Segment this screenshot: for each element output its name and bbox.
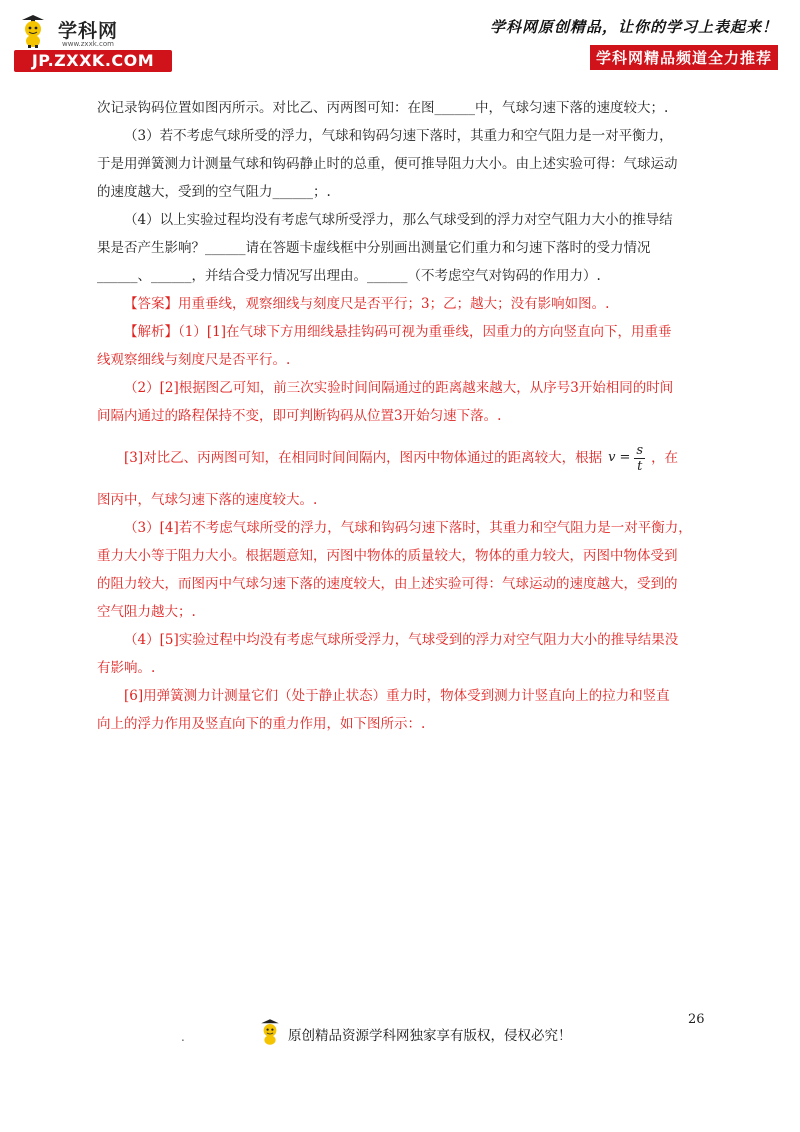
velocity-formula: v = $\frac{s}{t}$ [608,442,644,474]
text-line: 果是否产生影响？______请在答题卡虚线框中分别画出测量它们重力和匀速下落时的受力情况 [97,240,651,256]
text-line: 有影响。. [97,660,156,676]
analysis-text-a [97,346,701,430]
mascot-icon [258,1018,282,1046]
header-slogan: 学科网原创精品，让你的学习上表起来！ [489,18,778,36]
answer-text: 用重垂线，观察细线与刻度尺是否平行；3；乙；越大；没有影响如图。. [178,296,610,312]
formula-lhs: v [608,450,616,465]
text-line: 重力大小等于阻力大小。根据题意知，丙图中物体的质量较大，物体的重力较大，丙图中物体受到 [97,548,678,564]
text-line: （2）[2]根据图乙可知，前三次实验时间间隔通过的距离越来越大，从序号3开始相同的时间 [124,380,674,396]
text-line: [6]用弹簧测力计测量它们（处于静止状态）重力时，物体受到测力计竖直向上的拉力和竖直 [124,688,670,704]
analysis-text-b [97,486,701,738]
logo-url: www.zxxk.com [62,40,114,48]
logo-top [18,14,168,48]
analysis-first-line [97,318,701,346]
analysis-first-text: （1）[1]在气球下方用细线悬挂钩码可视为重垂线，因重力的方向竖直向下，用重垂 [178,324,672,340]
question-text [97,94,701,290]
page-footer [0,1010,800,1070]
logo-domain-bar: JP.ZXXK.COM [14,50,172,72]
analysis-tag: 【解析】 [124,324,178,340]
header-banner [478,16,778,74]
text-line: 图丙中，气球匀速下落的速度较大。. [97,492,318,508]
page-number: 26 [688,1012,705,1027]
text-line: （3）[4]若不考虑气球所受的浮力，气球和钩码匀速下落时，其重力和空气阻力是一对平衡力， [124,520,692,536]
text-line: 向上的浮力作用及竖直向下的重力作用，如下图所示：. [97,716,426,732]
mascot-icon [18,14,48,48]
text-line: 间隔内通过的路程保持不变，即可判断钩码从位置3开始匀速下落。. [97,408,502,424]
answer-tag: 【答案】 [124,296,178,312]
document-body [97,94,701,738]
text-line: ______、______，并结合受力情况写出理由。______（不考虑空气对钩码的作用力）. [97,268,601,284]
formula-line [97,430,701,486]
text-line: 线观察细线与刻度尺是否平行。. [97,352,291,368]
copyright-notice: 原创精品资源学科网独家享有版权，侵权必究！ [288,1028,572,1044]
text-line: 的速度越大，受到的空气阻力______；. [97,184,331,200]
footer-dot: . [181,1030,185,1044]
text-line: （3）若不考虑气球所受的浮力，气球和钩码匀速下落时，其重力和空气阻力是一对平衡力， [124,128,673,144]
text-line: （4）以上实验过程均没有考虑气球所受浮力，那么气球受到的浮力对空气阻力大小的推导结 [124,212,673,228]
text-line: 于是用弹簧测力计测量气球和钩码静止时的总重，便可推导阻力大小。由上述实验可得：气球运动 [97,156,678,172]
site-logo[interactable] [14,12,174,74]
formula-numerator: s [636,442,644,458]
formula-before: [3]对比乙、丙两图可知，在相同时间间隔内，图丙中物体通过的距离较大，根据 [124,450,603,466]
formula-after: ，在 [651,450,679,466]
text-line: 空气阻力越大；. [97,604,196,620]
text-line: 的阻力较大，而图丙中气球匀速下落的速度较大，由上述实验可得：气球运动的速度越大，受到的 [97,576,678,592]
channel-badge: 学科网精品频道全力推荐 [590,45,778,70]
logo-text: 学科网 [58,20,119,42]
formula-denominator: t [637,458,643,474]
answer-line [97,290,701,318]
text-line: （4）[5]实验过程中均没有考虑气球所受浮力，气球受到的浮力对空气阻力大小的推导结果没 [124,632,679,648]
text-line: 次记录钩码位置如图丙所示。对比乙、丙两图可知：在图______中，气球匀速下落的速度较大；. [97,100,669,116]
